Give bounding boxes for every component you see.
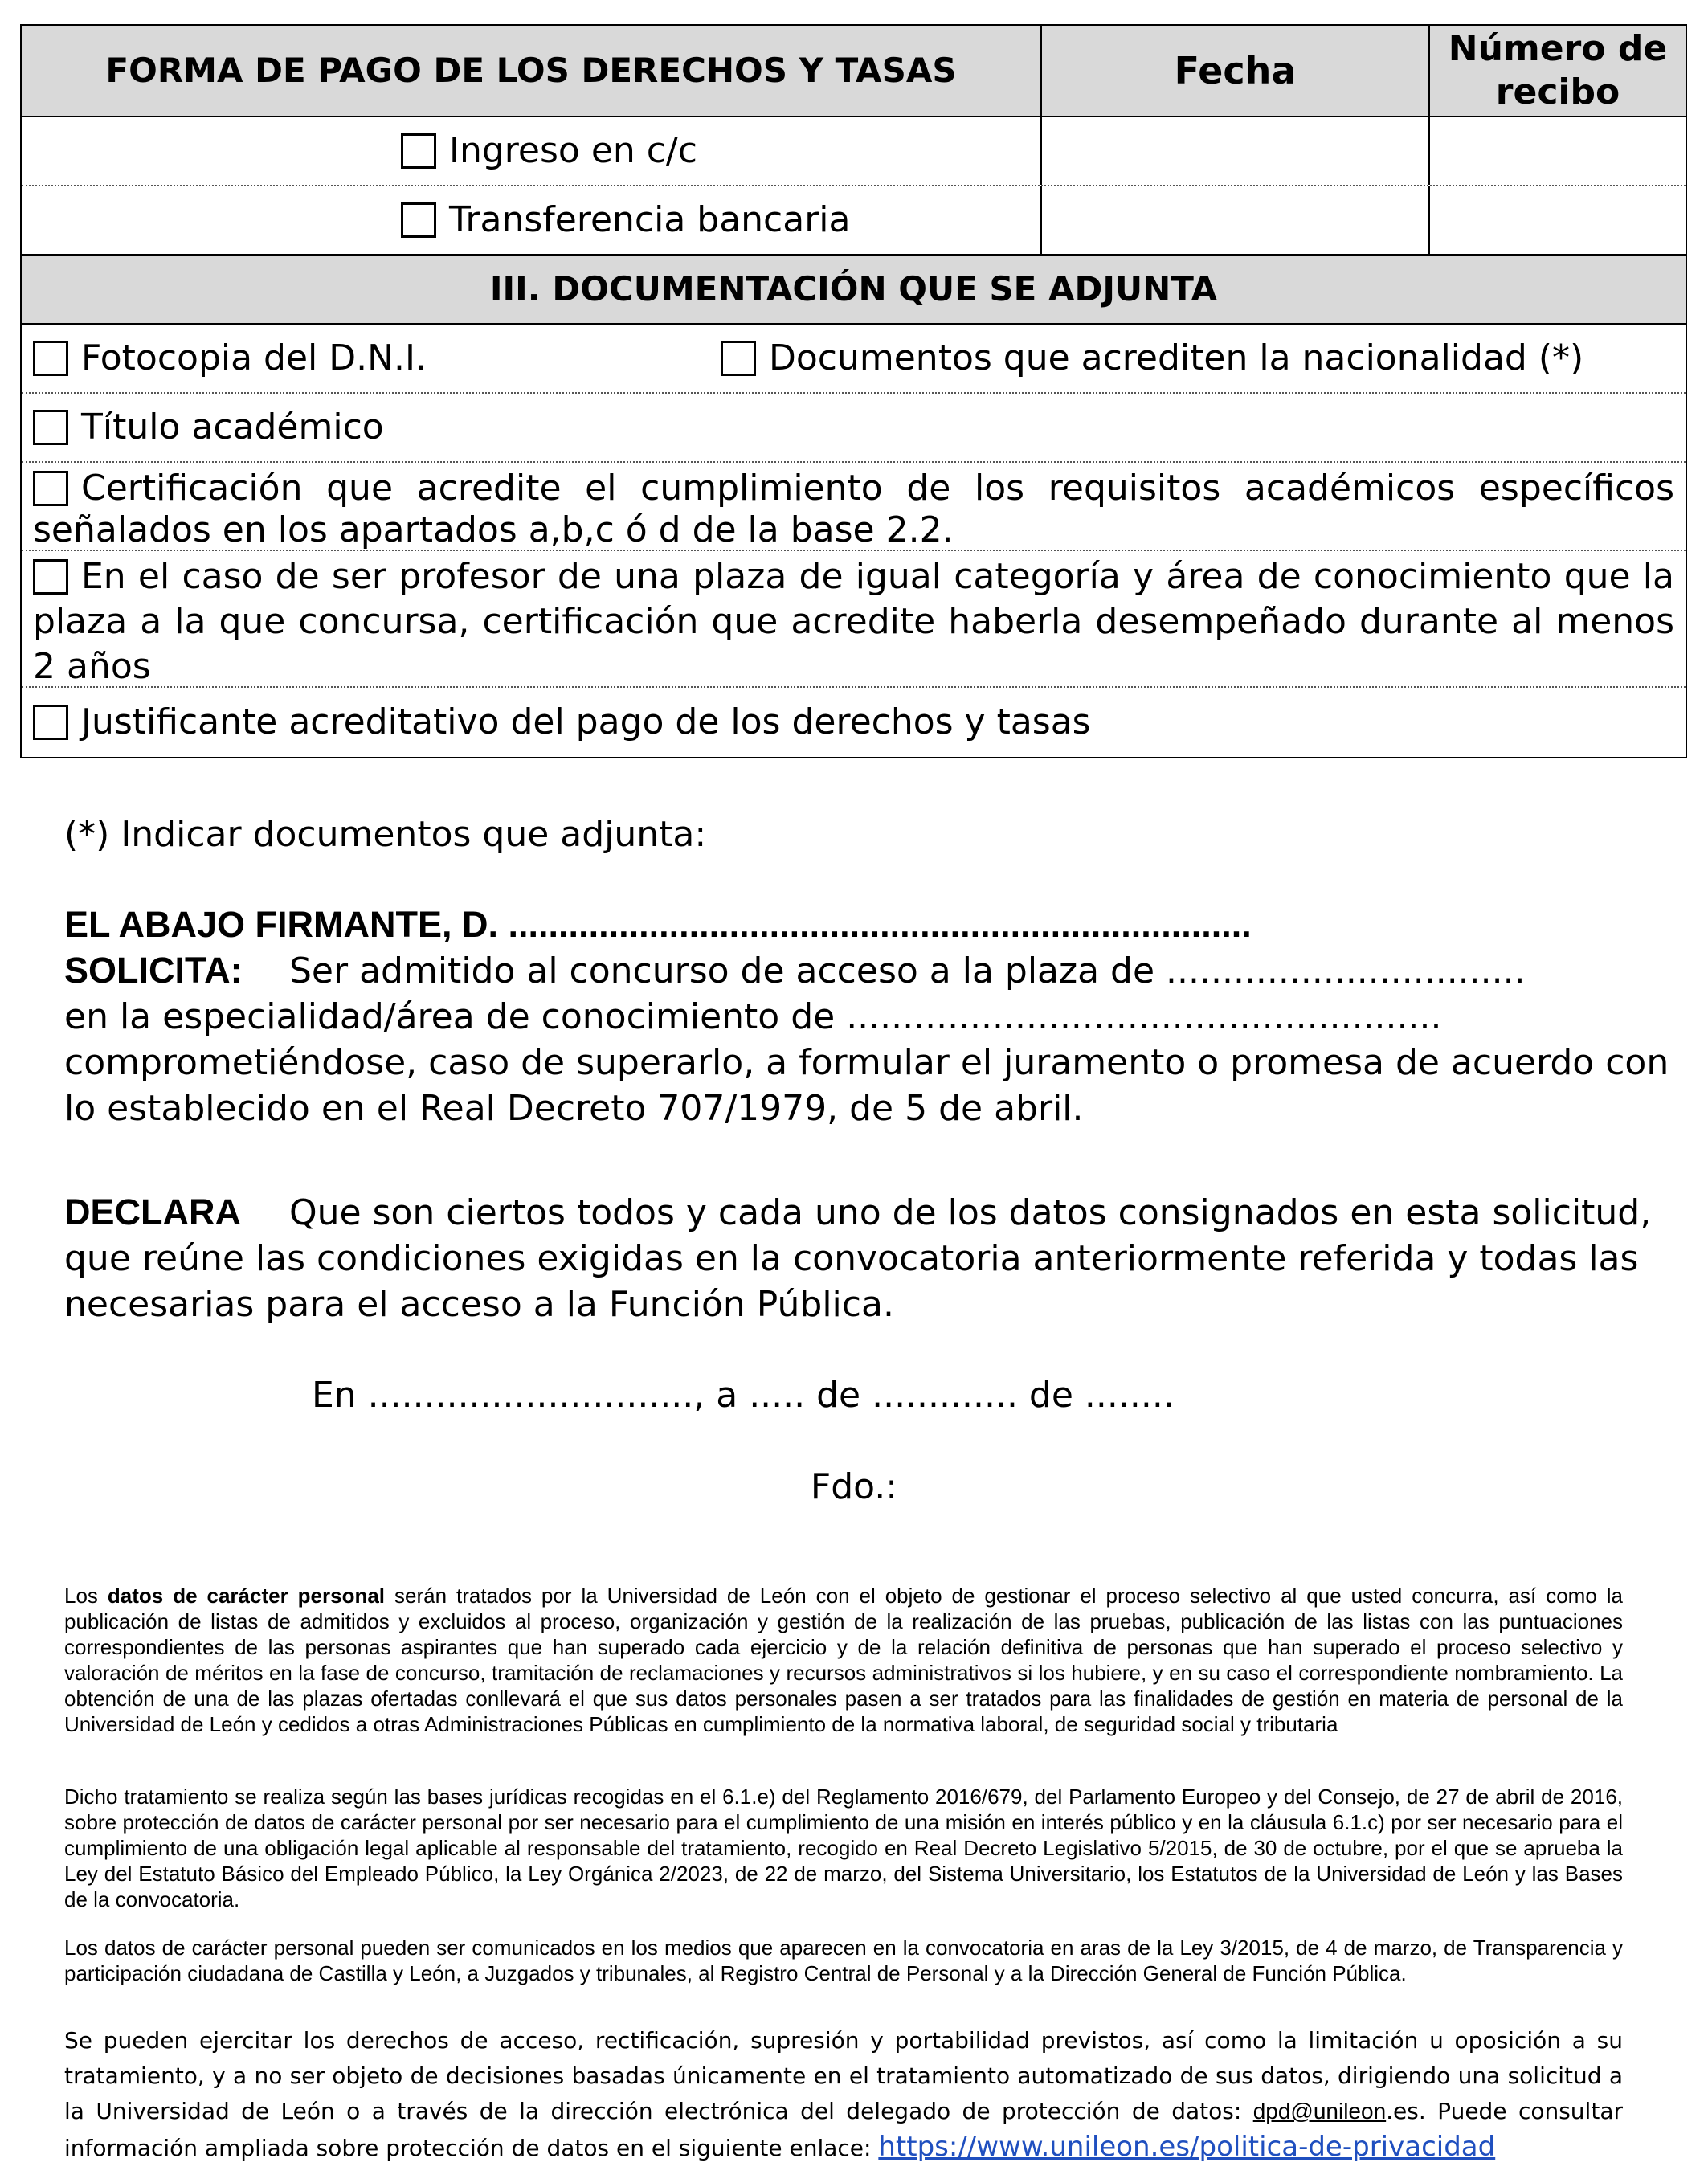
certification-row: [22, 463, 1686, 551]
declaration-line-2: que reúne las condiciones exigidas en la convocatoria anteriormente referida y todas las: [64, 1238, 1639, 1279]
payment-option-cell: Ingreso en c/c: [22, 117, 1042, 185]
declaration-line-3: necesarias para el acceso a la Función Pública.: [64, 1284, 894, 1325]
professor-case-row: [22, 551, 1686, 688]
signature-line: Fdo.:: [810, 1466, 898, 1507]
payment-header-row: [22, 26, 1686, 117]
privacy-policy-link[interactable]: https://www.unileon.es/politica-de-privacidad: [878, 2131, 1496, 2163]
receipt-number-field[interactable]: [1430, 186, 1686, 254]
payment-option-row: [22, 117, 1686, 186]
nationality-checkbox[interactable]: [721, 341, 756, 376]
solicita-line: SOLICITA: Ser admitido al concurso de acceso a la plaza de ................................: [64, 950, 1526, 991]
professor-case-checkbox[interactable]: [33, 559, 68, 595]
payment-option-cell: Transferencia bancaria: [22, 186, 1042, 254]
payment-option-row: [22, 186, 1686, 256]
academic-title-row: Título académico: [22, 394, 1686, 463]
privacy-paragraph-4: Se pueden ejercitar los derechos de acceso, rectificación, supresión y portabilidad previstos, así como la limitación u oposición a su tratamiento, y a no ser objeto de decisiones basadas únicamente en el tratamiento automatizado de sus datos, dirigiendo una solicitud a la Universidad de León o a través de la dirección electrónica del delegado de protección de datos: dpd@unileon.es. Puede consultar información ampliada sobre protección de datos en el siguiente enlace: https://www.unileon.es/politica-de-privacidad: [64, 2027, 1623, 2163]
transferencia-checkbox[interactable]: [401, 202, 436, 238]
declaration-line-1: DECLARA Que son ciertos todos y cada uno de los datos consignados en esta solicitud,: [64, 1192, 1652, 1233]
nationality-item: Documentos que acrediten la nacionalidad (*): [721, 336, 1583, 381]
decree-line: lo establecido en el Real Decreto 707/1979, de 5 de abril.: [64, 1088, 1084, 1129]
receipt-number-field[interactable]: [1430, 117, 1686, 185]
signer-line: EL ABAJO FIRMANTE, D. ..........................................................................: [64, 904, 1252, 945]
certification-text: Certificación que acredite el cumplimiento de los requisitos académicos específicos señalados en los apartados a,b,c ó d de la base 2.2.: [33, 468, 1674, 550]
fee-receipt-row: Justificante acreditativo del pago de los derechos y tasas: [22, 688, 1686, 757]
professor-case-text: En el caso de ser profesor de una plaza de igual categoría y área de conocimiento que la plaza a la que concursa, certificación que acredite haberla desempeñado durante al menos 2 años: [33, 556, 1674, 687]
privacy-paragraph-3: Los datos de carácter personal pueden ser comunicados en los medios que aparecen en la convocatoria en aras de la Ley 3/2015, de 4 de marzo, de Transparencia y participación ciudadana de Castilla y León, a Juzgados y tribunales, al Registro Central de Personal y a la Dirección General de Función Pública.: [64, 1936, 1623, 1985]
payment-method-header: FORMA DE PAGO DE LOS DERECHOS Y TASAS: [22, 26, 1042, 116]
dni-checkbox[interactable]: [33, 341, 68, 376]
declaration-block: [64, 1189, 1652, 1327]
request-block: [64, 901, 1669, 1131]
academic-title-checkbox[interactable]: [33, 410, 68, 445]
dni-item: Fotocopia del D.N.I.: [33, 336, 721, 381]
place-date-line[interactable]: En ............................., a ..... de ............. de ........: [312, 1375, 1175, 1416]
specialty-line: en la especialidad/área de conocimiento de .....................................................: [64, 996, 1442, 1037]
documents-section-header: III. DOCUMENTACIÓN QUE SE ADJUNTA: [22, 256, 1686, 325]
privacy-paragraph-2: Dicho tratamiento se realiza según las bases jurídicas recogidas en el 6.1.e) del Reglamento 2016/679, del Parlamento Europeo y del Consejo, de 27 de abril de 2016, sobre protección de datos de carácter personal por ser necesario para el cumplimiento de una misión en interés público y en la cláusula 6.1.c) por ser necesario para el cumplimiento de una obligación legal aplicable al responsable del tratamiento, recogido en Real Decreto Legislativo 5/2015, de 30 de octubre, por el que se aprueba la Ley del Estatuto Básico del Empleado Público, la Ley Orgánica 2/2023, de 22 de marzo, del Sistema Universitario, los Estatutos de la Universidad de León y las Bases de la convocatoria.: [64, 1784, 1623, 1911]
attached-documents-note: (*) Indicar documentos que adjunta:: [64, 814, 707, 855]
privacy-paragraph-1: Los datos de carácter personal serán tratados por la Universidad de León con el objeto de gestionar el proceso selectivo al que usted concurra, así como la publicación de listas de admitidos y excluidos al proceso, organización y gestión de la realización de las pruebas, publicación de las listas con las puntuaciones correspondientes de las personas aspirantes que han superado cada ejercicio y de la relación definitiva de personas que han superado el proceso selectivo y valoración de méritos en la fase de concurso, tramitación de reclamaciones y recursos administrativos si los hubiere, y en su caso el correspondiente nombramiento. La obtención de una de las plazas ofertadas conllevará el que sus datos personales pasen a ser tratados para las finalidades de gestión en materia de personal de la Universidad de León y cedidos a otras Administraciones Públicas en cumplimiento de la normativa laboral, de seguridad social y tributaria: [64, 1584, 1623, 1736]
documents-row: [22, 325, 1686, 394]
commitment-line: comprometiéndose, caso de superarlo, a formular el juramento o promesa de acuerdo con: [64, 1042, 1669, 1083]
form-table: [20, 24, 1687, 758]
dpo-email-link[interactable]: dpd@unileon: [1252, 2099, 1387, 2124]
date-field[interactable]: [1042, 186, 1430, 254]
date-header: Fecha: [1042, 26, 1430, 116]
receipt-number-header: Número de recibo: [1448, 28, 1668, 112]
fee-receipt-checkbox[interactable]: [33, 705, 68, 740]
certification-checkbox[interactable]: [33, 471, 68, 506]
ingreso-checkbox[interactable]: [401, 133, 436, 169]
date-field[interactable]: [1042, 117, 1430, 185]
